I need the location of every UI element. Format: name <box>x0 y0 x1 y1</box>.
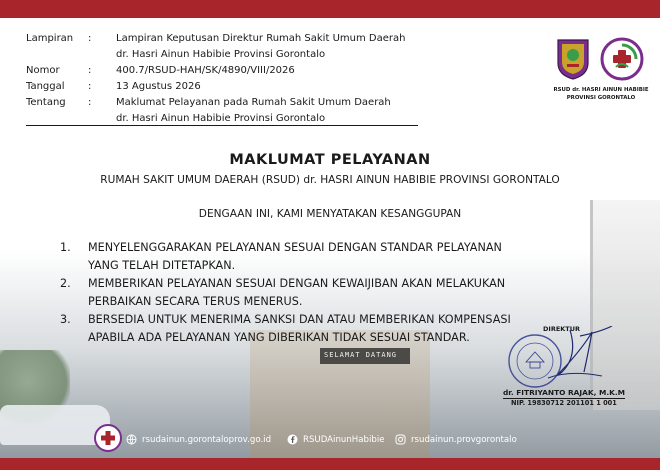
list-item <box>60 275 560 311</box>
list-item-line: YANG TELAH DITETAPKAN. <box>88 259 236 272</box>
list-item-number: 3. <box>60 313 71 326</box>
meta-colon: : <box>88 97 92 108</box>
meta-label: Lampiran <box>26 33 74 44</box>
list-item-text <box>88 239 558 275</box>
footer-facebook[interactable] <box>287 434 385 445</box>
handwritten-signature <box>540 326 630 386</box>
document-meta <box>26 31 416 127</box>
list-item <box>60 311 560 347</box>
header-divider <box>26 125 418 126</box>
hospital-logo-footer-icon <box>93 423 123 453</box>
list-item-number: 1. <box>60 241 71 254</box>
meta-row-lampiran-cont <box>26 47 416 63</box>
bottom-accent-bar <box>0 458 660 470</box>
list-item-text <box>88 311 558 347</box>
list-item <box>60 239 560 275</box>
meta-value: Lampiran Keputusan Direktur Rumah Sakit Umum Daerah <box>116 33 406 44</box>
list-item-line: MENYELENGGARAKAN PELAYANAN SESUAI DENGAN STANDAR PELAYANAN <box>88 241 502 254</box>
meta-label: Nomor <box>26 65 60 76</box>
meta-row-tentang <box>26 95 416 111</box>
globe-icon <box>126 434 137 445</box>
meta-colon: : <box>88 81 92 92</box>
facebook-icon <box>287 434 298 445</box>
meta-label: Tanggal <box>26 81 65 92</box>
top-accent-bar <box>0 0 660 18</box>
signatory-name: dr. FITRIYANTO RAJAK, M.K.M <box>503 388 626 397</box>
meta-value: dr. Hasri Ainun Habibie Provinsi Gorontalo <box>116 113 326 124</box>
commitment-statement: DENGAAN INI, KAMI MENYATAKAN KESANGGUPAN <box>198 208 462 220</box>
meta-value: 400.7/RSUD-HAH/SK/4890/VIII/2026 <box>116 65 295 76</box>
meta-value: Maklumat Pelayanan pada Rumah Sakit Umum Daerah <box>116 97 391 108</box>
footer-instagram-text: rsudainun.provgorontalo <box>411 434 517 445</box>
list-item-line: BERSEDIA UNTUK MENERIMA SANKSI DAN ATAU MEMBERIKAN KOMPENSASI <box>88 313 511 326</box>
meta-row-lampiran <box>26 31 416 47</box>
logo-caption-line2: PROVINSI GORONTALO <box>566 95 636 101</box>
meta-value: 13 Agustus 2026 <box>116 81 201 92</box>
province-emblem-icon <box>554 37 592 81</box>
logo-caption-line1: RSUD dr. HASRI AINUN HABIBIE <box>553 87 649 93</box>
page-subtitle: RUMAH SAKIT UMUM DAERAH (RSUD) dr. HASRI AINUN HABIBIE PROVINSI GORONTALO <box>100 174 560 186</box>
meta-colon: : <box>88 65 92 76</box>
meta-row-tanggal <box>26 79 416 95</box>
commitment-list <box>60 239 560 347</box>
list-item-text <box>88 275 558 311</box>
footer-website[interactable] <box>126 434 271 445</box>
meta-value: dr. Hasri Ainun Habibie Provinsi Gorontalo <box>116 49 326 60</box>
welcome-sign: SELAMAT DATANG <box>320 348 410 364</box>
instagram-icon <box>395 434 406 445</box>
meta-label: Tentang <box>26 97 66 108</box>
meta-colon: : <box>88 33 92 44</box>
list-item-number: 2. <box>60 277 71 290</box>
list-item-line: MEMBERIKAN PELAYANAN SESUAI DENGAN KEWAIJIBAN AKAN MELAKUKAN <box>88 277 506 290</box>
meta-row-nomor <box>26 63 416 79</box>
footer-website-text: rsudainun.gorontaloprov.go.id <box>142 434 272 445</box>
signatory-role: DIREKTUR <box>543 325 581 333</box>
footer-instagram[interactable] <box>395 434 517 445</box>
footer-facebook-text: RSUDAinunHabibie <box>303 434 385 445</box>
signatory-nip: NIP. 19830712 201101 1 001 <box>511 399 617 407</box>
logo-caption <box>548 86 654 102</box>
list-item-line: PERBAIKAN SECARA TERUS MENERUS. <box>88 295 303 308</box>
list-item-line: APABILA ADA PELAYANAN YANG DIBERIKAN TIDAK SESUAI STANDAR. <box>88 331 470 344</box>
page-title: MAKLUMAT PELAYANAN <box>229 152 431 168</box>
hospital-logo-icon <box>600 37 644 81</box>
